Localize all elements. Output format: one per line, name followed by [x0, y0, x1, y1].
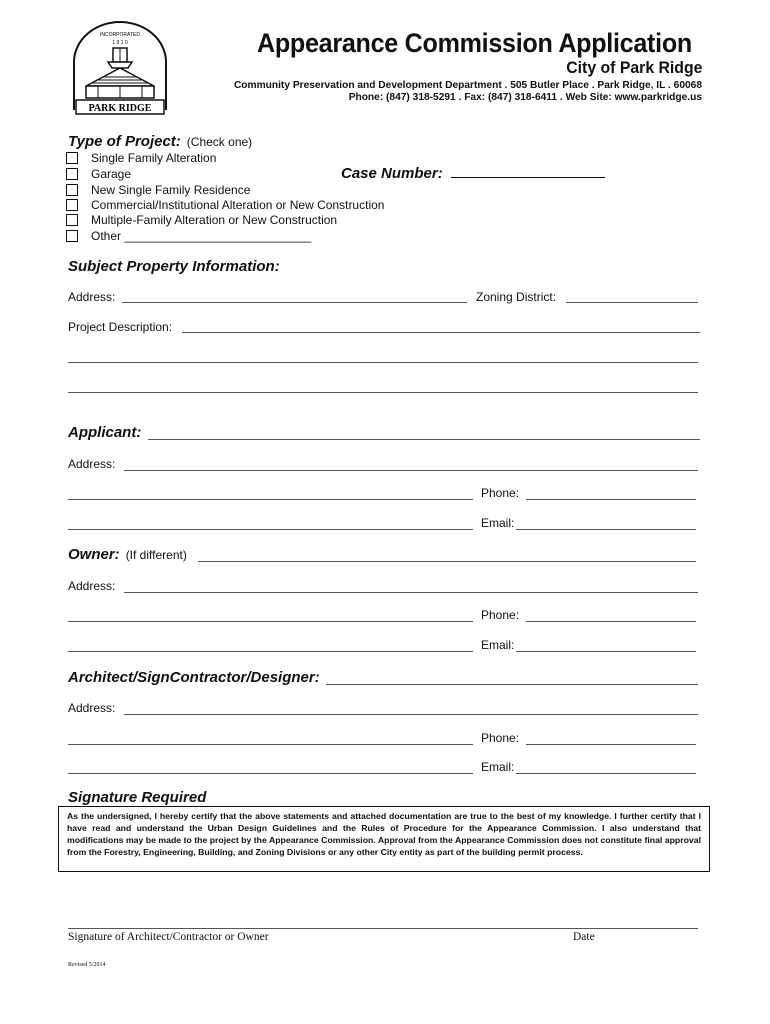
owner-phone-line[interactable]	[526, 621, 696, 622]
department-address: Community Preservation and Development Department . 505 Butler Place . Park Ridge, IL . 60068	[233, 80, 702, 91]
option-label: Garage	[91, 166, 132, 181]
subject-property-heading: Subject Property Information:	[68, 258, 280, 275]
architect-address-line-1[interactable]	[124, 714, 698, 715]
signature-line[interactable]	[68, 928, 698, 929]
architect-address-line-3[interactable]	[68, 773, 473, 774]
applicant-email-label: Email:	[481, 516, 515, 530]
contact-info: Phone: (847) 318-5291 . Fax: (847) 318-6411 . Web Site: www.parkridge.us	[348, 92, 702, 103]
signature-label: Signature of Architect/Contractor or Owner	[68, 931, 269, 943]
date-label: Date	[573, 931, 595, 943]
owner-email-line[interactable]	[516, 651, 696, 652]
project-description-line-2[interactable]	[68, 362, 698, 363]
option-other[interactable]	[66, 228, 311, 243]
logo-seal-year: 1 9 1 0	[112, 40, 128, 46]
form-title: Appearance Commission Application	[257, 28, 692, 58]
project-description-line-1[interactable]	[182, 332, 700, 333]
signature-heading: Signature Required	[68, 789, 207, 806]
checkbox[interactable]	[66, 184, 78, 196]
architect-phone-line[interactable]	[526, 744, 696, 745]
park-ridge-logo	[68, 18, 172, 118]
check-one-note: (Check one)	[186, 135, 253, 149]
option-multiple-family[interactable]	[66, 212, 337, 227]
applicant-name-line[interactable]	[148, 439, 700, 440]
owner-address-line-1[interactable]	[124, 592, 698, 593]
property-address-line[interactable]	[122, 302, 467, 303]
applicant-heading: Applicant:	[68, 424, 142, 441]
architect-email-line[interactable]	[516, 773, 696, 774]
logo-text: PARK RIDGE	[88, 103, 152, 114]
case-number-label: Case Number:	[341, 165, 443, 182]
architect-address-line-2[interactable]	[68, 744, 473, 745]
checkbox[interactable]	[66, 199, 78, 211]
applicant-phone-line[interactable]	[526, 499, 696, 500]
case-number-input-line[interactable]	[451, 165, 605, 178]
architect-email-label: Email:	[481, 760, 515, 774]
owner-address-line-3[interactable]	[68, 651, 473, 652]
architect-name-line[interactable]	[326, 684, 698, 685]
owner-address-label: Address:	[68, 579, 116, 593]
architect-heading: Architect/SignContractor/Designer:	[68, 669, 320, 686]
option-label: New Single Family Residence	[91, 182, 251, 197]
project-description-label: Project Description:	[68, 320, 173, 334]
applicant-address-line-3[interactable]	[68, 529, 473, 530]
architect-address-label: Address:	[68, 701, 116, 715]
applicant-email-line[interactable]	[516, 529, 696, 530]
revision-note: Revised 5/2014	[68, 962, 106, 968]
checkbox[interactable]	[66, 214, 78, 226]
owner-email-label: Email:	[481, 638, 515, 652]
city-name: City of Park Ridge	[565, 58, 702, 77]
checkbox[interactable]	[66, 230, 78, 242]
logo-seal-text: INCORPORATED	[100, 32, 140, 38]
applicant-address-label: Address:	[68, 457, 116, 471]
owner-phone-label: Phone:	[481, 608, 520, 622]
owner-title: Owner:	[68, 546, 120, 563]
option-label: Commercial/Institutional Alteration or New Construction	[91, 197, 385, 212]
checkbox[interactable]	[66, 152, 78, 164]
project-type-heading	[68, 133, 252, 150]
project-type-title: Type of Project:	[68, 133, 181, 150]
option-label: Single Family Alteration	[91, 150, 217, 165]
owner-address-line-2[interactable]	[68, 621, 473, 622]
option-new-single-family[interactable]	[66, 182, 250, 197]
case-number-field[interactable]	[341, 165, 605, 182]
zoning-district-label: Zoning District:	[476, 290, 557, 304]
option-single-family-alteration[interactable]	[66, 150, 216, 165]
option-garage[interactable]	[66, 166, 131, 181]
owner-heading	[68, 546, 187, 563]
zoning-district-line[interactable]	[566, 302, 698, 303]
applicant-address-line-2[interactable]	[68, 499, 473, 500]
owner-name-line[interactable]	[198, 561, 696, 562]
option-label: Other ____________________________	[91, 228, 312, 243]
applicant-address-line-1[interactable]	[124, 470, 698, 471]
owner-if-different-note: (If different)	[125, 548, 187, 562]
option-commercial-institutional[interactable]	[66, 197, 384, 212]
property-address-label: Address:	[68, 290, 116, 304]
applicant-phone-label: Phone:	[481, 486, 520, 500]
checkbox[interactable]	[66, 168, 78, 180]
architect-phone-label: Phone:	[481, 731, 520, 745]
project-description-line-3[interactable]	[68, 392, 698, 393]
certification-statement: As the undersigned, I hereby certify that the above statements and attached documentation are true to the best of my knowledge. I further certify that I have read and understand the Urban Design Guidelines and the Rules of Procedure for the Appearance Commission. I also understand that modifications may be made to the project by the Appearance Commission. Approval from the Appearance Commission does not constitute final approval from the Forestry, Engineering, Building, and Zoning Divisions or any other City entity as part of the building permit process.	[58, 806, 710, 872]
option-label: Multiple-Family Alteration or New Construction	[91, 212, 338, 227]
